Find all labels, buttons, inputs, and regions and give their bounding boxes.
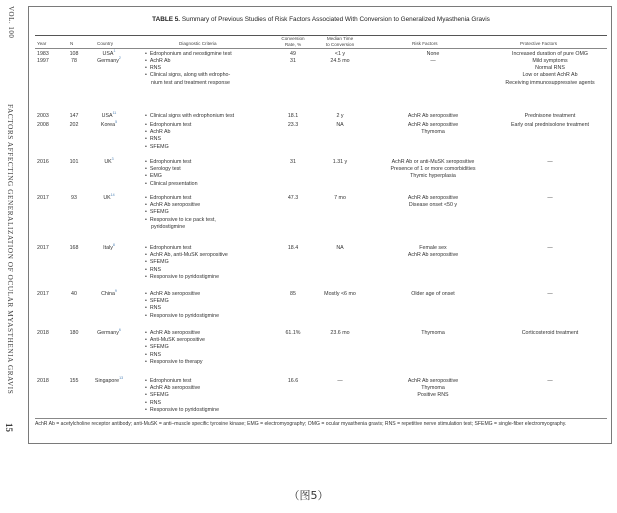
risk-factor: — <box>430 58 436 64</box>
diagnostic-item: • RNS <box>145 352 285 359</box>
header-protective: Protective Factors <box>520 41 558 46</box>
cell-rate: 18.4 <box>287 245 299 251</box>
cell-median: — <box>337 378 343 384</box>
diagnostic-item: • AchR Ab seropositive <box>145 202 285 209</box>
cell-country <box>85 159 133 166</box>
cell-rate: 23.3 <box>287 122 299 128</box>
risk-factor: AchR Ab seropositive <box>407 195 459 201</box>
journal-volume: VOL. 100 <box>7 6 15 39</box>
cell-protective <box>491 122 609 129</box>
diagnostic-item: • RNS <box>145 65 285 72</box>
header-year: Year <box>37 41 47 46</box>
cell-year: 2018 <box>37 330 49 336</box>
protective-factor: — <box>547 378 553 384</box>
cell-country <box>85 378 133 385</box>
cell-year: 1983 <box>37 51 49 57</box>
cell-country <box>85 122 133 129</box>
header-median <box>316 36 364 47</box>
cell-rate: 85 <box>290 291 296 297</box>
risk-factor: Thymic hyperplasia <box>410 173 456 180</box>
country-name: UK <box>104 159 112 165</box>
cell-rate: 31 <box>290 58 296 64</box>
cell-rate: 16.6 <box>287 378 299 384</box>
cell-diagnostic <box>145 291 285 320</box>
diagnostic-item: • AchR Ab seropositive <box>145 330 285 337</box>
diagnostic-item: • AchR Ab seropositive <box>145 291 285 298</box>
risk-factor: AchR Ab seropositive <box>407 122 459 128</box>
cell-median: Mostly <6 mo <box>324 291 356 297</box>
cell-risk <box>369 378 497 400</box>
cell-protective <box>491 378 609 385</box>
diagnostic-item: nium test and treatment response <box>151 79 230 86</box>
cell-median: 1.31 y <box>332 159 348 165</box>
cell-risk <box>369 113 497 120</box>
cell-rate: 47.3 <box>287 195 299 201</box>
cell-country <box>85 58 133 65</box>
country-name: USA <box>101 113 113 119</box>
cell-year: 2017 <box>37 245 49 251</box>
table-frame <box>28 6 612 444</box>
cell-country <box>85 113 133 120</box>
cell-diagnostic <box>145 58 285 87</box>
cell-risk <box>369 195 497 209</box>
diagnostic-item: • SFEMG <box>145 144 285 151</box>
reference-number[interactable]: 6 <box>118 328 121 333</box>
cell-risk <box>369 58 497 65</box>
header-risk: Risk Factors <box>412 41 438 46</box>
diagnostic-item: • RNS <box>145 400 285 407</box>
running-title: FACTORS AFFECTING GENERALIZATION OF OCULAR MYASTHENIA GRAVIS <box>6 104 14 395</box>
cell-n: 168 <box>69 245 79 251</box>
diagnostic-item: • SFEMG <box>145 259 285 266</box>
country-name: Italy <box>103 245 113 251</box>
header-rate-line1: Conversion <box>281 36 305 41</box>
risk-factor: Female sex <box>419 245 447 251</box>
country-name: Singapore <box>94 378 120 384</box>
cell-protective <box>491 245 609 252</box>
protective-factor: Low or absent AchR Ab <box>522 72 578 79</box>
risk-factor: AchR Ab or anti-MuSK seropositive <box>391 159 475 165</box>
risk-factor: Older age of onset <box>411 291 455 297</box>
header-median-line2: to Conversion <box>325 41 355 47</box>
diagnostic-item: • Edrophonium test <box>145 245 285 252</box>
cell-year: 2003 <box>37 113 49 119</box>
diagnostic-item: • SFEMG <box>145 298 285 305</box>
diagnostic-item: • Serology test <box>145 166 285 173</box>
cell-n: 155 <box>69 378 79 384</box>
protective-factor: Normal RNS <box>535 65 565 72</box>
header-n: N <box>70 41 74 46</box>
diagnostic-item: • Responsive to pyridostigmine <box>145 407 285 414</box>
cell-risk <box>369 330 497 337</box>
cell-median: <1 y <box>334 51 346 57</box>
diagnostic-item: • Responsive to pyridostigmine <box>145 274 285 281</box>
header-bottom-rule <box>35 48 607 49</box>
protective-factor: — <box>547 291 553 297</box>
cell-diagnostic <box>145 122 285 151</box>
diagnostic-item: • Responsive to pyridostigmine <box>145 313 285 320</box>
cell-n: 93 <box>71 195 77 201</box>
cell-rate: 61.1% <box>285 330 301 336</box>
cell-year: 2008 <box>37 122 49 128</box>
cell-n: 180 <box>69 330 79 336</box>
cell-median: 24.5 mo <box>330 58 350 64</box>
reference-number[interactable]: 13 <box>119 376 124 381</box>
country-name: Germany <box>97 330 119 336</box>
diagnostic-item: • Anti-MuSK seropositive <box>145 337 285 344</box>
page-number: 15 <box>4 423 14 432</box>
table-footnote: AchR Ab = acetylcholine receptor antibody; anti-MuSK = anti–muscle specific tyrosine kinase; EMG = electromyography; OMG = ocular myasthenia gravis; RNS = repetitive nerve stimulation test; SFEMG = single-fiber electromyography. <box>35 421 567 427</box>
reference-number[interactable]: 9 <box>114 289 117 294</box>
cell-protective <box>491 330 609 337</box>
protective-factor: — <box>547 245 553 251</box>
protective-factor: Prednisone treatment <box>524 113 576 119</box>
header-diagnostic: Diagnostic Criteria <box>179 41 217 46</box>
cell-protective <box>491 159 609 166</box>
risk-factor: AchR Ab seropositive <box>407 113 459 119</box>
diagnostic-item: • RNS <box>145 267 285 274</box>
risk-factor: Presence of 1 or more comorbidities <box>390 166 476 173</box>
cell-protective <box>491 58 609 87</box>
cell-n: 40 <box>71 291 77 297</box>
reference-number[interactable]: 3 <box>111 157 114 162</box>
reference-number[interactable]: 1 <box>113 49 116 54</box>
risk-factor: Thymoma <box>421 330 445 336</box>
table-bottom-rule <box>35 418 607 419</box>
cell-rate: 49 <box>290 51 296 57</box>
risk-factor: AchR Ab seropositive <box>407 378 459 384</box>
diagnostic-item: • EMG <box>145 173 285 180</box>
risk-factor: None <box>426 51 440 57</box>
cell-median: 2 y <box>336 113 344 119</box>
cell-diagnostic <box>145 330 285 366</box>
diagnostic-item: • Responsive to ice pack test, <box>145 217 285 224</box>
protective-factor: Mild symptoms <box>532 58 568 64</box>
cell-rate: 18.1 <box>287 113 299 119</box>
diagnostic-item: • AchR Ab seropositive <box>145 385 285 392</box>
cell-diagnostic <box>145 159 285 188</box>
table-title <box>29 16 613 23</box>
cell-diagnostic <box>145 378 285 414</box>
diagnostic-item: • Responsive to therapy <box>145 359 285 366</box>
table-label: TABLE 5. <box>152 16 181 23</box>
country-name: Korea <box>100 122 116 128</box>
figure-caption: （图5） <box>288 489 329 502</box>
header-median-line1: Median Time <box>326 36 354 41</box>
protective-factor: Corticosteroid treatment <box>521 330 579 336</box>
cell-year: 2017 <box>37 291 49 297</box>
cell-risk <box>369 291 497 298</box>
cell-protective <box>491 195 609 202</box>
cell-n: 108 <box>69 51 79 57</box>
cell-diagnostic <box>145 195 285 231</box>
diagnostic-item: • Edrophonium test <box>145 122 285 129</box>
cell-median: 7 mo <box>334 195 346 201</box>
cell-median: NA <box>336 122 344 128</box>
diagnostic-item: • Edrophonium test <box>145 195 285 202</box>
diagnostic-item: • Clinical signs with edrophonium test <box>145 113 285 120</box>
protective-factor: Receiving immunosuppressive agents <box>505 79 595 86</box>
diagnostic-item: pyridostigmine <box>151 223 186 230</box>
cell-risk <box>369 122 497 136</box>
risk-factor: Thymoma <box>421 385 445 392</box>
diagnostic-item: • RNS <box>145 136 285 143</box>
reference-number[interactable]: 5 <box>115 120 118 125</box>
diagnostic-item: • AchR Ab <box>145 58 285 65</box>
diagnostic-item: • SFEMG <box>145 392 285 399</box>
cell-country <box>85 195 133 202</box>
risk-factor: AchR Ab seropositive <box>407 252 459 259</box>
cell-country <box>85 291 133 298</box>
cell-diagnostic <box>145 113 285 120</box>
left-margin <box>0 0 26 470</box>
cell-risk <box>369 245 497 259</box>
cell-country <box>85 245 133 252</box>
header-rate <box>275 36 311 47</box>
diagnostic-item: • Edrophonium and neostigmine test <box>145 51 285 58</box>
cell-median: NA <box>336 245 344 251</box>
reference-number[interactable]: 2 <box>118 56 121 61</box>
diagnostic-item: • AchR Ab, anti-MuSK seropositive <box>145 252 285 259</box>
cell-year: 2017 <box>37 195 49 201</box>
protective-factor: — <box>547 159 553 165</box>
cell-risk <box>369 159 497 181</box>
reference-number[interactable]: 11 <box>112 111 117 116</box>
cell-n: 202 <box>69 122 79 128</box>
cell-year: 2018 <box>37 378 49 384</box>
protective-factor: Increased duration of pure OMG <box>512 51 588 57</box>
header-country: Country <box>97 41 114 46</box>
cell-year: 2016 <box>37 159 49 165</box>
protective-factor: Early oral prednisolone treatment <box>510 122 590 128</box>
country-name: UK <box>103 195 111 201</box>
country-name: China <box>101 291 115 297</box>
cell-country <box>85 330 133 337</box>
cell-rate: 31 <box>290 159 296 165</box>
cell-n: 147 <box>69 113 79 119</box>
reference-number[interactable]: 14 <box>110 193 115 198</box>
risk-factor: Thymoma <box>421 129 445 136</box>
cell-median: 23.6 mo <box>330 330 350 336</box>
diagnostic-item: • SFEMG <box>145 344 285 351</box>
cell-diagnostic <box>145 245 285 281</box>
risk-factor: Positive RNS <box>417 392 449 399</box>
diagnostic-item: • SFEMG <box>145 209 285 216</box>
country-name: Germany <box>97 58 119 64</box>
diagnostic-item: • Edrophonium test <box>145 378 285 385</box>
country-name: USA <box>102 51 114 57</box>
reference-number[interactable]: 8 <box>112 243 115 248</box>
diagnostic-item: • Clinical presentation <box>145 181 285 188</box>
diagnostic-item: • RNS <box>145 305 285 312</box>
diagnostic-item: • AchR Ab <box>145 129 285 136</box>
diagnostic-item: • Edrophonium test <box>145 159 285 166</box>
cell-n: 101 <box>69 159 79 165</box>
risk-factor: Disease onset <50 y <box>408 202 458 209</box>
cell-protective <box>491 113 609 120</box>
cell-year: 1997 <box>37 58 49 64</box>
diagnostic-item: • Clinical signs, along with edropho- <box>145 72 285 79</box>
table-caption: Summary of Previous Studies of Risk Factors Associated With Conversion to Generalized Myasthenia Gravis <box>181 16 490 23</box>
cell-n: 78 <box>71 58 77 64</box>
cell-protective <box>491 291 609 298</box>
protective-factor: — <box>547 195 553 201</box>
header-rate-line2: Rate, % <box>284 41 302 47</box>
